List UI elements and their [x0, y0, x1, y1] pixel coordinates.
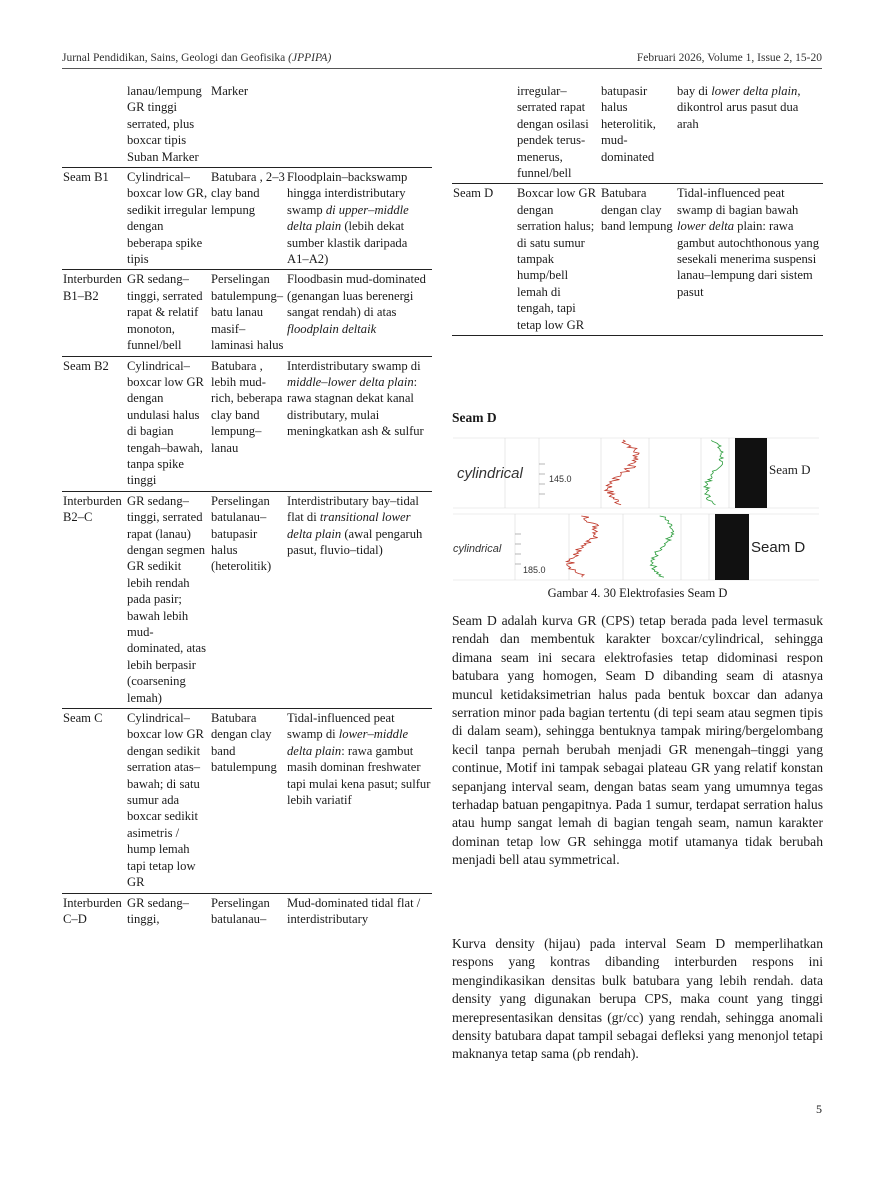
electrofacies-table-left	[62, 82, 432, 929]
facies-label-bottom: cylindrical	[453, 543, 502, 555]
facies-label-top: cylindrical	[457, 465, 523, 482]
coal-column-bottom	[715, 514, 749, 580]
running-header	[62, 52, 822, 69]
table-row: Seam D Boxcar low GR dengan serration halus; di satu sumur tampak hump/bell lemah di tengah, tapi tetap low GR Batubara dengan clay band lempung Tidal-influenced peat swamp di bagian bawah lower delta plain: rawa gambut autochthonous yang sesekali menerima suspensi lanau–lempung dari sistem pasut	[452, 184, 823, 336]
body-paragraph: Seam D adalah kurva GR (CPS) tetap berada pada level termasuk rendah dan membentuk karakter boxcar/cylindrical, sehingga dimana seam ini secara elektrofasies tetap didominasi respon batubara yang homogen, Seam D dibanding seam di atasnya muncul ketidaksimetrian halus pada bentuk boxcar dan adanya serration minor pada bagian tertentu (di tepi seam atau segmen tipis di dalam seam), sehingga bentuknya tampak miring/bergelombang kecil tanpa pernah berubah menjadi GR menengah–tinggi yang continue, Motif ini tampak sebagai plateau GR yang relatif konstan sepanjang interval seam, dengan batas seam yang umumnya tegas terhadap batuan pengapitnya. Pada 1 sumur, terdapat serration halus atau hump sangat lemah di bagian tengah seam, namun karakter dominan tetap low GR sehingga motif utamanya tidak berubah menjadi bell atau symmetrical.	[452, 613, 823, 868]
well-log-image	[453, 434, 819, 584]
issue-info: Februari 2026, Volume 1, Issue 2, 15-20	[636, 52, 822, 64]
journal-name: Jurnal Pendidikan, Sains, Geologi dan Geofisika (JPPIPA)	[62, 52, 332, 64]
table-row: Seam B1 Cylindrical–boxcar low GR, sedikit irregular dengan beberapa spike tipis Batubara , 2–3 clay band lempung Floodplain–backswamp hingga interdistributary swamp di upper–middle delta plain (lebih dekat sumber klastik daripada A1–A2)	[62, 168, 432, 270]
right-column	[452, 82, 823, 336]
seam-label-top: Seam D	[769, 462, 811, 477]
table-row: Seam C Cylindrical–boxcar low GR dengan sedikit serration atas–bawah; di satu sumur ada boxcar sedikit asimetris / hump lemah tapi tetap low GR Batubara dengan clay band batulempung Tidal-influenced peat swamp di lower–middle delta plain: rawa gambut masih dominan freshwater tapi mulai kena pasut; sulfur lebih variatif	[62, 709, 432, 893]
electrofacies-figure	[453, 434, 819, 584]
page-number: 5	[816, 1102, 822, 1116]
figure-caption: Gambar 4. 30 Elektrofasies Seam D	[547, 586, 728, 600]
table-row: Interburden B2–C GR sedang–tinggi, serrated rapat (lanau) dengan segmen GR sedikit lebih rendah pada pasir; bawah lebih mud-dominated, atas lebih berpasir (coarsening lemah) Perselingan batulanau–batupasir halus (heterolitik) Interdistributary bay–tidal flat di transitional lower delta plain (awal pengaruh pasut, fluvio–tidal)	[62, 491, 432, 708]
body-paragraph: Kurva density (hijau) pada interval Seam D memperlihatkan respons yang kontras dibanding interburden respons ini mengindikasikan densitas bulk batubara yang lebih rendah. data density yang digunakan berupa CPS, maka count yang tinggi merepresentasikan densitas (gr/cc) yang rendah, sehingga anomali density batubara dapat tampil sebagai defleksi yang menonjol tetapi maknanya tetap sama (ρb rendah).	[452, 936, 823, 1062]
seam-label-bottom: Seam D	[751, 539, 806, 556]
depth-label-top: 145.0	[549, 474, 572, 484]
table-row: Interburden C–D GR sedang–tinggi, Perselingan batulanau– Mud-dominated tidal flat / interdistributary	[62, 893, 432, 929]
table-row: Seam B2 Cylindrical–boxcar low GR dengan undulasi halus di bagian tengah–bawah, tanpa spike tinggi Batubara , lebih mud-rich, beberapa clay band lempung–lanau Interdistributary swamp di middle–lower delta plain: rawa stagnan dekat kanal distributary, mulai meningkatkan ash & sulfur	[62, 356, 432, 491]
section-heading: Seam D	[452, 410, 497, 425]
table-row: lanau/lempung GR tinggi serrated, plus boxcar tipis Suban Marker Marker	[127, 84, 249, 164]
electrofacies-table-right	[452, 82, 823, 336]
table-row: Interburden B1–B2 GR sedang–tinggi, serrated rapat & relatif monoton, funnel/bell Perselingan batulempung–batu lanau masif–laminasi halus Floodbasin mud-dominated (genangan luas berenergi sangat rendah) di atas floodplain deltaik	[62, 270, 432, 356]
depth-label-bottom: 185.0	[523, 565, 546, 575]
table-row: irregular–serrated rapat dengan osilasi pendek terus-menerus, funnel/bell batupasir halus heterolitik, mud-dominated bay di lower delta plain, dikontrol arus pasut dua arah	[517, 84, 801, 181]
left-column	[62, 82, 432, 929]
coal-column-top	[735, 438, 767, 508]
